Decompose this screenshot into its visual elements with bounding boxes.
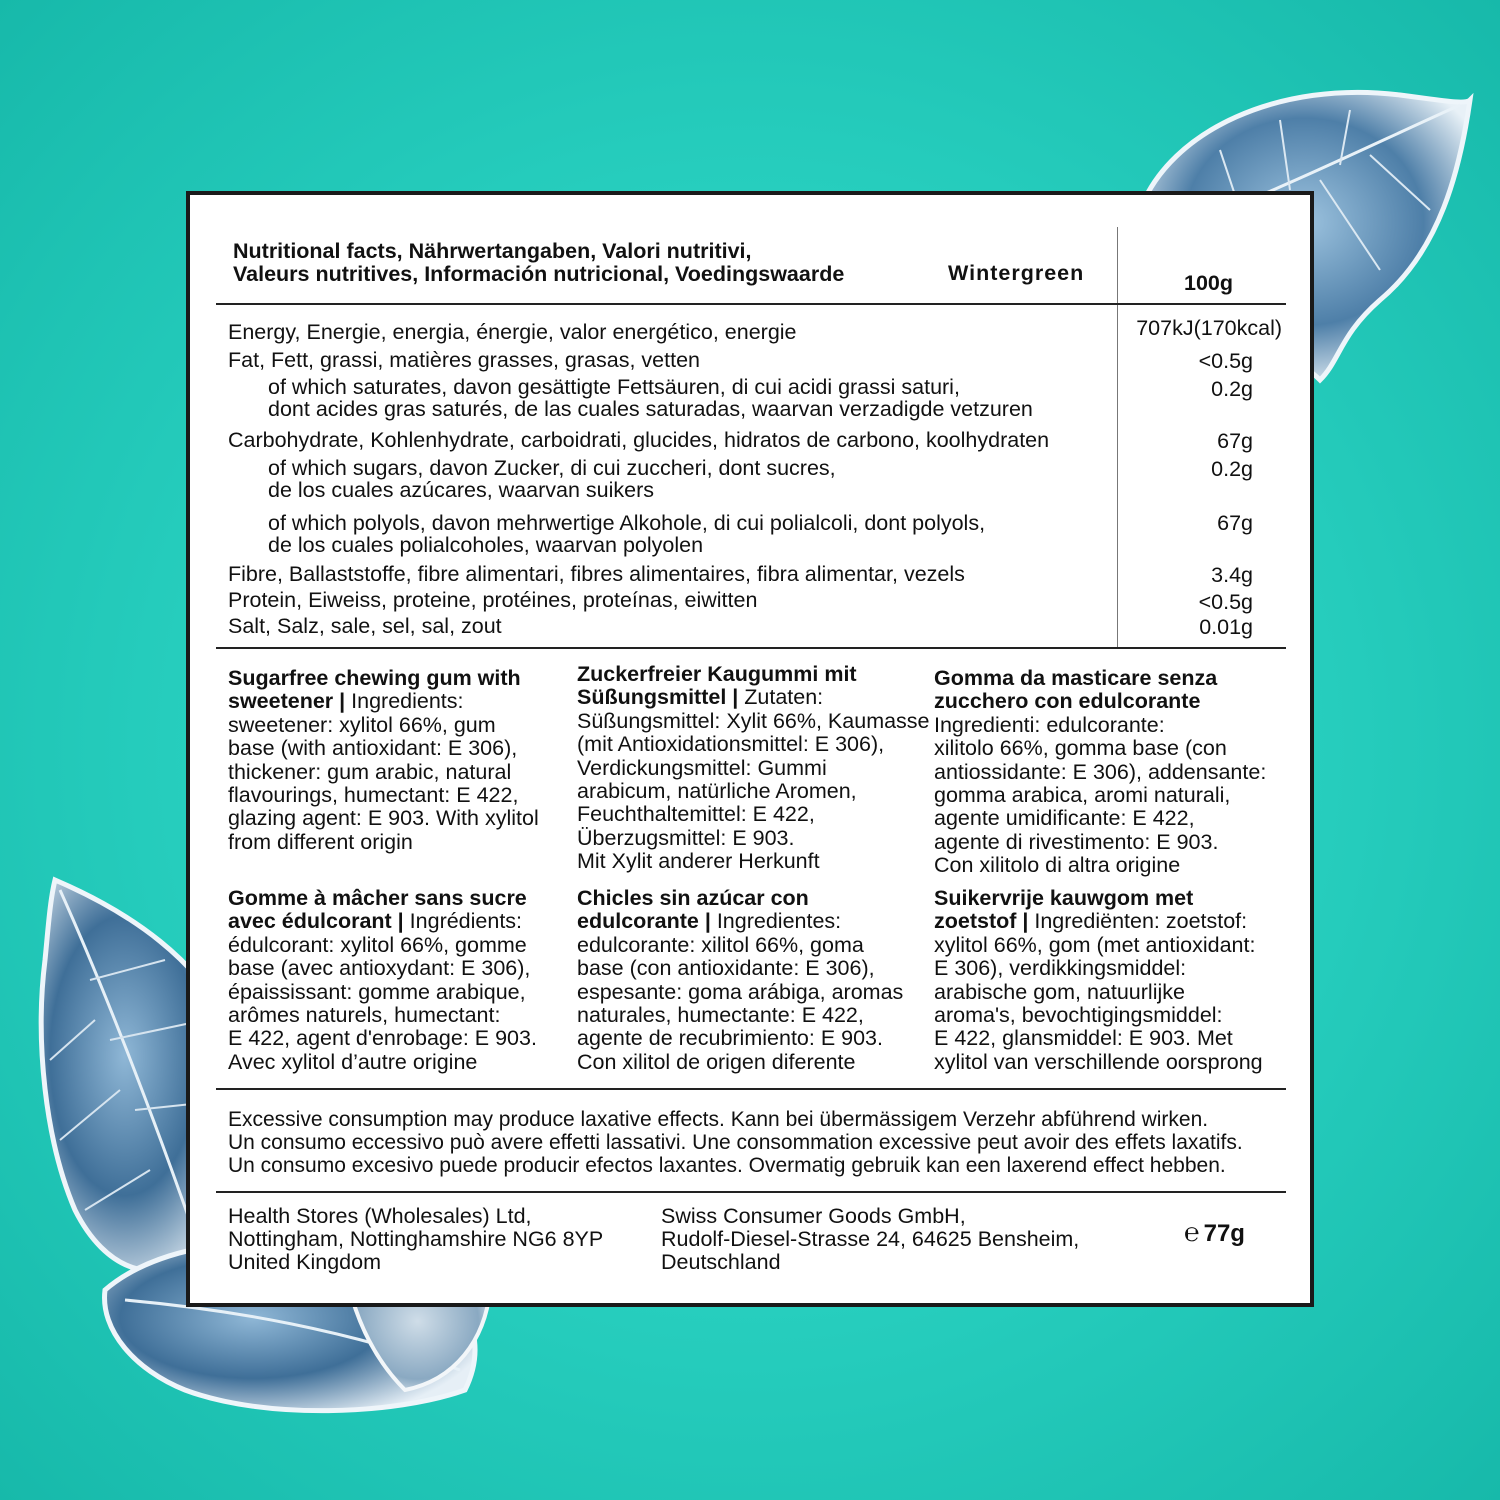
nutrition-label-panel	[186, 191, 1314, 1307]
ingredient-text: Überzugsmittel: E 903.	[577, 825, 795, 850]
ingredient-line	[934, 910, 1263, 933]
ingredient-line	[934, 1051, 1263, 1074]
ingredient-line	[577, 686, 930, 709]
warning-line-1: Excessive consumption may produce laxative effects. Kann bei übermässigem Verzehr abführend wirken.	[228, 1108, 1209, 1131]
ingredient-text: Con xilitol de origen diferente	[577, 1049, 856, 1074]
ingredient-line	[934, 887, 1263, 910]
ingredient-text: gomma arabica, aromi naturali,	[934, 783, 1231, 808]
ingredient-line	[577, 934, 903, 957]
ingredient-line	[577, 827, 930, 850]
row-polyols-value: 67g	[1217, 511, 1253, 535]
de-address-line-3: Deutschland	[661, 1250, 781, 1274]
ingredient-line	[934, 1027, 1263, 1050]
ingredient-line	[577, 710, 930, 733]
warning-line-2: Un consumo eccessivo può avere effetti lassativi. Une consommation excessive peut avoir des effets laxatifs.	[228, 1131, 1243, 1154]
ingredient-line	[577, 733, 930, 756]
ingredient-line	[228, 1051, 537, 1074]
ingredient-line	[228, 981, 537, 1004]
net-weight	[1184, 1218, 1245, 1248]
ingredient-text: edulcorante: xilitol 66%, goma	[577, 932, 864, 957]
row-carbohydrate-label: Carbohydrate, Kohlenhydrate, carboidrati, glucides, hidratos de carbono, koolhydraten	[228, 428, 1050, 452]
row-saturates-value: 0.2g	[1211, 377, 1253, 401]
ingredient-text: Ingredientes:	[710, 909, 842, 934]
ingredients-en	[228, 667, 539, 854]
ingredient-line	[934, 784, 1266, 807]
ingredient-title-text: Gomma da masticare senza	[934, 666, 1218, 690]
ingredient-line	[228, 1027, 537, 1050]
nutrition-bottom-divider	[216, 647, 1286, 649]
ingredient-line	[577, 1051, 903, 1074]
ingredient-title-text: Suikervrije kauwgom met	[934, 886, 1194, 910]
ingredient-text: sweetener: xylitol 66%, gum	[228, 712, 496, 737]
uk-address-line-1: Health Stores (Wholesales) Ltd,	[228, 1204, 532, 1228]
row-polyols-label-1: of which polyols, davon mehrwertige Alkohole, di cui polialcoli, dont polyols,	[268, 511, 986, 535]
ingredient-line	[577, 757, 930, 780]
ingredient-text: xilitolo 66%, gomma base (con	[934, 736, 1227, 761]
uk-address-line-3: United Kingdom	[228, 1250, 381, 1274]
ingredient-text: base (with antioxidant: E 306),	[228, 736, 518, 761]
ingredient-text: base (con antioxidante: E 306),	[577, 956, 875, 981]
ingredient-text: E 306), verdikkingsmiddel:	[934, 956, 1187, 981]
ingredient-text: base (avec antioxydant: E 306),	[228, 956, 531, 981]
ingredient-line	[577, 803, 930, 826]
ingredient-title-text: Zuckerfreier Kaugummi mit	[577, 662, 857, 686]
flavor-label: Wintergreen	[948, 261, 1085, 285]
warning-bottom-divider	[216, 1191, 1286, 1193]
ingredient-line	[577, 981, 903, 1004]
row-protein-value: <0.5g	[1198, 590, 1253, 614]
ingredient-text: E 422, agent d'enrobage: E 903.	[228, 1026, 537, 1051]
ingredient-text: Ingrediënten: zoetstof:	[1028, 909, 1248, 934]
ingredient-line	[577, 850, 930, 873]
ingredient-text: flavourings, humectant: E 422,	[228, 783, 519, 808]
ingredient-title-text: edulcorante |	[577, 909, 711, 934]
ingredient-line	[228, 784, 539, 807]
ingredient-text: Mit Xylit anderer Herkunft	[577, 849, 820, 874]
ingredients-fr	[228, 887, 537, 1074]
row-protein-label: Protein, Eiweiss, proteine, protéines, proteínas, eiwitten	[228, 588, 758, 612]
ingredient-line	[228, 807, 539, 830]
ingredient-line	[228, 887, 537, 910]
estimated-sign-icon: ℮	[1184, 1218, 1200, 1248]
ingredient-text: glazing agent: E 903. With xylitol	[228, 806, 539, 831]
ingredient-line	[577, 1027, 903, 1050]
ingredient-text: édulcorant: xylitol 66%, gomme	[228, 932, 527, 957]
ingredient-line	[228, 667, 539, 690]
ingredients-nl	[934, 887, 1263, 1074]
nutrition-header-line-1: Nutritional facts, Nährwertangaben, Valori nutritivi,	[233, 239, 752, 263]
ingredient-line	[934, 981, 1263, 1004]
ingredient-text: agente di rivestimento: E 903.	[934, 829, 1219, 854]
ingredient-line	[577, 910, 903, 933]
ingredient-text: from different origin	[228, 829, 413, 854]
ingredient-text: arabische gom, natuurlijke	[934, 979, 1185, 1004]
ingredients-it	[934, 667, 1266, 878]
ingredient-text: (mit Antioxidationsmittel: E 306),	[577, 732, 885, 757]
ingredient-text: arabicum, natürliche Aromen,	[577, 779, 857, 804]
ingredient-line	[228, 690, 539, 713]
per-100g-label: 100g	[1184, 271, 1234, 295]
ingredient-title-text: zucchero con edulcorante	[934, 689, 1201, 714]
ingredient-line	[934, 854, 1266, 877]
ingredient-line	[934, 667, 1266, 690]
header-divider	[216, 303, 1286, 305]
ingredient-text: xylitol 66%, gom (met antioxidant:	[934, 932, 1256, 957]
ingredient-line	[577, 1004, 903, 1027]
ingredient-text: Feuchthaltemittel: E 422,	[577, 802, 815, 827]
ingredient-line	[228, 761, 539, 784]
ingredient-title-text: zoetstof |	[934, 909, 1029, 934]
row-saturates-label-1: of which saturates, davon gesättigte Fettsäuren, di cui acidi grassi saturi,	[268, 375, 960, 399]
ingredient-line	[577, 663, 930, 686]
value-column-divider	[1117, 227, 1118, 647]
ingredient-line	[934, 831, 1266, 854]
ingredient-text: naturales, humectante: E 422,	[577, 1003, 864, 1028]
row-fibre-value: 3.4g	[1211, 563, 1253, 587]
ingredient-text: agente umidificante: E 422,	[934, 806, 1195, 831]
ingredient-line	[228, 737, 539, 760]
ingredient-text: espesante: goma arábiga, aromas	[577, 979, 904, 1004]
row-saturates-label-2: dont acides gras saturés, de las cuales saturadas, waarvan verzadigde vetzuren	[268, 397, 1033, 421]
ingredient-text: Avec xylitol d’autre origine	[228, 1049, 478, 1074]
ingredient-title-text: Gomme à mâcher sans sucre	[228, 886, 527, 910]
ingredient-line	[934, 737, 1266, 760]
ingredient-text: épaississant: gomme arabique,	[228, 979, 526, 1004]
nutrition-header-line-2: Valeurs nutritives, Información nutricional, Voedingswaarde	[233, 262, 845, 286]
ingredient-title-text: Süßungsmittel |	[577, 685, 739, 710]
ingredient-title-text: Sugarfree chewing gum with	[228, 666, 521, 690]
row-fibre-label: Fibre, Ballaststoffe, fibre alimentari, fibres alimentaires, fibra alimentar, vezels	[228, 562, 965, 586]
row-sugars-label-1: of which sugars, davon Zucker, di cui zuccheri, dont sucres,	[268, 456, 836, 480]
ingredient-text: antiossidante: E 306), addensante:	[934, 759, 1267, 784]
row-energy-label: Energy, Energie, energia, énergie, valor energético, energie	[228, 320, 797, 344]
ingredient-line	[934, 761, 1266, 784]
ingredient-text: Zutaten:	[738, 685, 824, 710]
ingredient-line	[228, 1004, 537, 1027]
ingredient-line	[934, 934, 1263, 957]
row-polyols-label-2: de los cuales polialcoholes, waarvan polyolen	[268, 533, 704, 557]
ingredient-text: Ingredienti: edulcorante:	[934, 712, 1165, 737]
ingredient-line	[228, 957, 537, 980]
ingredient-line	[934, 957, 1263, 980]
ingredient-line	[934, 807, 1266, 830]
ingredient-line	[228, 831, 539, 854]
ingredient-text: Ingrédients:	[403, 909, 523, 934]
warning-line-3: Un consumo excesivo puede producir efectos laxantes. Overmatig gebruik kan een laxerend effect hebben.	[228, 1154, 1226, 1177]
ingredient-text: E 422, glansmiddel: E 903. Met	[934, 1026, 1233, 1051]
ingredient-line	[228, 910, 537, 933]
de-address-line-2: Rudolf-Diesel-Strasse 24, 64625 Bensheim,	[661, 1227, 1080, 1251]
row-fat-label: Fat, Fett, grassi, matières grasses, grasas, vetten	[228, 348, 700, 372]
ingredient-text: xylitol van verschillende oorsprong	[934, 1049, 1263, 1074]
row-sugars-value: 0.2g	[1211, 457, 1253, 481]
row-sugars-label-2: de los cuales azúcares, waarvan suikers	[268, 478, 654, 502]
ingredient-text: agente de recubrimiento: E 903.	[577, 1026, 883, 1051]
row-energy-value: 707kJ(170kcal)	[1136, 316, 1282, 340]
ingredient-text: Con xilitolo di altra origine	[934, 853, 1181, 878]
ingredient-text: Verdickungsmittel: Gummi	[577, 755, 827, 780]
ingredients-bottom-divider	[216, 1088, 1286, 1090]
ingredient-title-text: avec édulcorant |	[228, 909, 404, 934]
ingredient-line	[228, 714, 539, 737]
ingredient-line	[577, 957, 903, 980]
ingredient-line	[228, 934, 537, 957]
ingredient-text: Süßungsmittel: Xylit 66%, Kaumasse	[577, 708, 930, 733]
ingredient-text: aroma's, bevochtigingsmiddel:	[934, 1003, 1223, 1028]
row-carbohydrate-value: 67g	[1217, 429, 1253, 453]
row-salt-value: 0.01g	[1199, 615, 1253, 639]
ingredient-line	[934, 1004, 1263, 1027]
ingredient-line	[934, 714, 1266, 737]
ingredient-line	[577, 887, 903, 910]
ingredient-title-text: Chicles sin azúcar con	[577, 886, 809, 910]
ingredient-title-text: sweetener |	[228, 689, 346, 714]
ingredients-es	[577, 887, 903, 1074]
ingredient-line	[577, 780, 930, 803]
row-salt-label: Salt, Salz, sale, sel, sal, zout	[228, 614, 502, 638]
row-fat-value: <0.5g	[1198, 349, 1253, 373]
ingredient-text: Ingredients:	[345, 689, 464, 714]
ingredient-text: arômes naturels, humectant:	[228, 1003, 501, 1028]
ingredient-text: thickener: gum arabic, natural	[228, 759, 512, 784]
de-address-line-1: Swiss Consumer Goods GmbH,	[661, 1204, 966, 1228]
ingredient-line	[934, 690, 1266, 713]
net-weight-value: 77g	[1203, 1220, 1245, 1247]
ingredients-de	[577, 663, 930, 874]
uk-address-line-2: Nottingham, Nottinghamshire NG6 8YP	[228, 1227, 604, 1251]
